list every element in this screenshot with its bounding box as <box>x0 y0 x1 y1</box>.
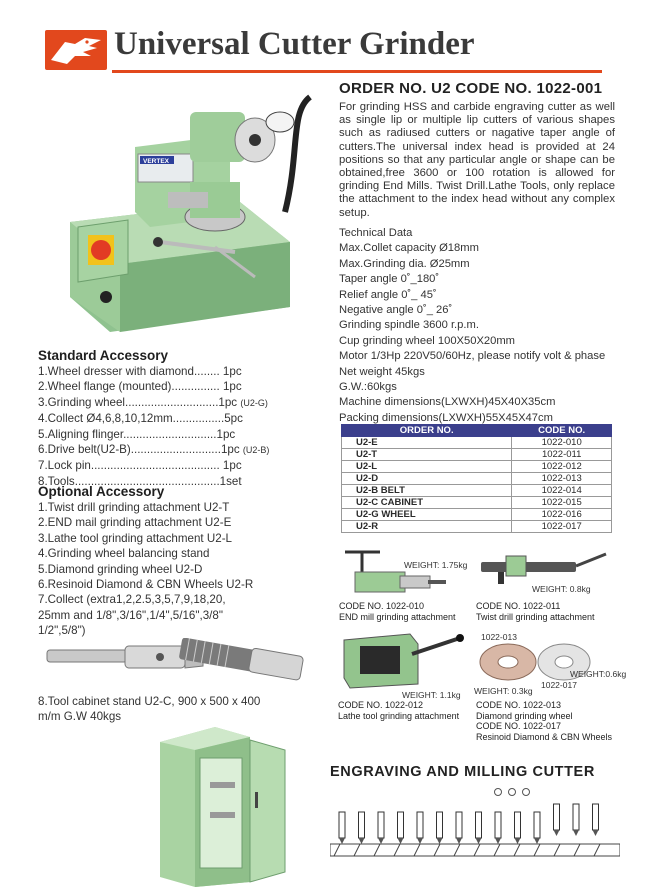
cutter-icon <box>417 812 423 838</box>
list-item: 8.Tool cabinet stand U2-C, 900 x 500 x 400 <box>38 695 261 708</box>
table-row: U2-B BELT 1022-014 <box>342 485 612 497</box>
list-item: 6.Drive belt(U2-B)............................1pc (U2-B) <box>38 443 270 457</box>
diamond-wheel-weight: WEIGHT: 0.3kg <box>474 686 533 696</box>
cutter-icon <box>515 812 521 838</box>
optional-accessory-list <box>38 500 253 639</box>
page-title: Universal Cutter Grinder <box>114 26 475 62</box>
collets-image <box>45 638 315 686</box>
tech-line: Grinding spindle 3600 r.p.m. <box>339 319 479 332</box>
list-item: 3.Grinding wheel.............................1pc (U2-G) <box>38 395 268 409</box>
cutter-tip-icon <box>593 830 599 836</box>
engraving-heading: ENGRAVING AND MILLING CUTTER <box>330 764 595 780</box>
table-row: U2-C CABINET 1022-015 <box>342 497 612 509</box>
wheels-caption: CODE NO. 1022-013 Diamond grinding wheel CODE NO. 1022-017 Resinoid Diamond & CBN Wheels <box>476 700 613 742</box>
cutter-icon <box>378 812 384 838</box>
cutter-icon <box>554 804 560 830</box>
cutter-tip-icon <box>398 838 404 844</box>
cutter-tip-icon <box>534 838 540 844</box>
cutter-tip-icon <box>359 838 365 844</box>
cutter-icon <box>456 812 462 838</box>
list-item: 2.Wheel flange (mounted)............... 1pc <box>38 380 242 394</box>
table-row: U2-E 1022-010 <box>342 437 612 449</box>
tech-line: Max.Grinding dia. Ø25mm <box>339 257 470 270</box>
tech-line: Cup grinding wheel 100X50X20mm <box>339 334 516 347</box>
list-item: 1.Twist drill grinding attachment U2-T <box>38 501 230 514</box>
technical-data-heading: Technical Data <box>339 227 413 239</box>
lathe-tool-weight: WEIGHT: 1.1kg <box>402 690 461 700</box>
tech-line: Motor 1/3Hp 220V50/60Hz, please notify volt & phase <box>339 350 606 363</box>
list-item: 3.Lathe tool grinding attachment U2-L <box>38 531 232 545</box>
cutter-tip-icon <box>417 838 423 844</box>
technical-data <box>339 226 629 426</box>
optional-accessory-heading: Optional Accessory <box>38 484 165 499</box>
order-code-table <box>341 424 612 533</box>
cutter-tip-icon <box>495 838 501 844</box>
list-item: 7.Lock pin........................................ 1pc <box>38 459 242 473</box>
cutter-icon <box>573 804 579 830</box>
tech-line: Max.Collet capacity Ø18mm <box>339 242 479 255</box>
tech-line: Net weight 45kgs <box>339 365 425 378</box>
eagle-logo-icon <box>45 30 107 70</box>
cutter-tip-icon <box>554 830 560 836</box>
table-row: U2-D 1022-013 <box>342 473 612 485</box>
list-item: 2.END mail grinding attachment U2-E <box>38 516 232 530</box>
product-description: For grinding HSS and carbide engraving cutter as well as single lip or multiple lip cutters of various shapes such as radiused cutters or nagative taper angle of cutters.The universal index head is provided at 24 positions so that any particular angle or shape can be obtained,free 3600 or 100 rotation is allowed for grinding End Mills. Twist Drill.Lathe Tools, only replace the attachment to the index head without any complex setup. <box>339 101 615 219</box>
cutter-icon <box>534 812 540 838</box>
engraving-cutters-image <box>330 784 620 862</box>
table-row: U2-R 1022-017 <box>342 521 612 533</box>
twist-drill-weight: WEIGHT: 0.8kg <box>532 584 591 594</box>
cbn-wheel-code-label: 1022-017 <box>541 680 577 690</box>
cutter-tip-icon <box>378 838 384 844</box>
tech-line: Negative angle 0˚_ 26˚ <box>339 304 453 317</box>
cutter-icon <box>593 804 599 830</box>
list-item: 7.Collect (extra1,2,2.5,3,5,7,9,18,20, <box>38 593 226 607</box>
list-item: 4.Collect Ø4,6,8,10,12mm................5pc <box>38 412 243 426</box>
list-item: 8.Tools.............................................1set <box>38 474 242 488</box>
lathe-tool-caption: CODE NO. 1022-012 Lathe tool grinding attachment <box>338 700 460 721</box>
table-row: U2-T 1022-011 <box>342 449 612 461</box>
end-mill-attachment-image <box>340 546 470 598</box>
cutter-tip-icon <box>437 838 443 844</box>
cutter-icon <box>359 812 365 838</box>
list-item: 4.Grinding wheel balancing stand <box>38 547 210 561</box>
cutter-tip-icon <box>515 838 521 844</box>
vertex-brand-label: VERTEX <box>143 158 170 165</box>
title-underline <box>112 70 602 73</box>
list-item: 5.Aligning flinger.............................1pc <box>38 427 236 441</box>
tech-line: Packing dimensions(LXWXH)55X45X47cm <box>339 411 553 424</box>
cutter-icon <box>437 812 443 838</box>
tech-line: Relief angle 0˚_ 45˚ <box>339 288 437 301</box>
lathe-tool-attachment-image <box>340 628 468 690</box>
standard-accessory-heading: Standard Accessory <box>38 348 169 363</box>
table-row: U2-G WHEEL 1022-016 <box>342 509 612 521</box>
tech-line: Machine dimensions(LXWXH)45X40X35cm <box>339 396 556 409</box>
cutter-icon <box>339 812 345 838</box>
standard-accessory-list <box>38 364 269 489</box>
cutter-tip-icon <box>456 838 462 844</box>
cabinet-item <box>38 694 260 725</box>
cutter-tip-icon <box>339 838 345 844</box>
tech-line: Taper angle 0˚_180˚ <box>339 273 440 286</box>
table-header: CODE NO. <box>512 425 612 437</box>
table-header: ORDER NO. <box>342 425 512 437</box>
end-mill-weight: WEIGHT: 1.75kg <box>404 560 468 570</box>
twist-drill-caption: CODE NO. 1022-011 Twist drill grinding attachment <box>476 601 595 622</box>
twist-drill-attachment-image <box>476 548 616 588</box>
list-item: 6.Resinoid Diamond & CBN Wheels U2-R <box>38 578 254 592</box>
cutter-icon <box>398 812 404 838</box>
list-item: 1.Wheel dresser with diamond........ 1pc <box>38 365 242 378</box>
list-item: 5.Diamond grinding wheel U2-D <box>38 562 203 576</box>
cbn-wheel-weight: WEIGHT:0.6kg <box>570 669 627 679</box>
cutter-grinder-machine-image <box>40 92 330 342</box>
list-item: m/m G.W 40kgs <box>38 710 122 724</box>
end-mill-caption: CODE NO. 1022-010 END mill grinding attachment <box>339 601 456 622</box>
list-item: 25mm and 1/8",3/16",1/4",5/16",3/8" <box>38 608 223 622</box>
cutter-icon <box>495 812 501 838</box>
diamond-wheel-code-label: 1022-013 <box>481 632 517 642</box>
tech-line: G.W.:60kgs <box>339 381 397 394</box>
tool-cabinet-image <box>155 722 290 887</box>
cutter-tip-icon <box>573 830 579 836</box>
table-row: U2-L 1022-012 <box>342 461 612 473</box>
order-code-heading: ORDER NO. U2 CODE NO. 1022-001 <box>339 80 603 97</box>
list-item: 1/2",5/8") <box>38 624 86 638</box>
cutter-tip-icon <box>476 838 482 844</box>
cutter-icon <box>476 812 482 838</box>
